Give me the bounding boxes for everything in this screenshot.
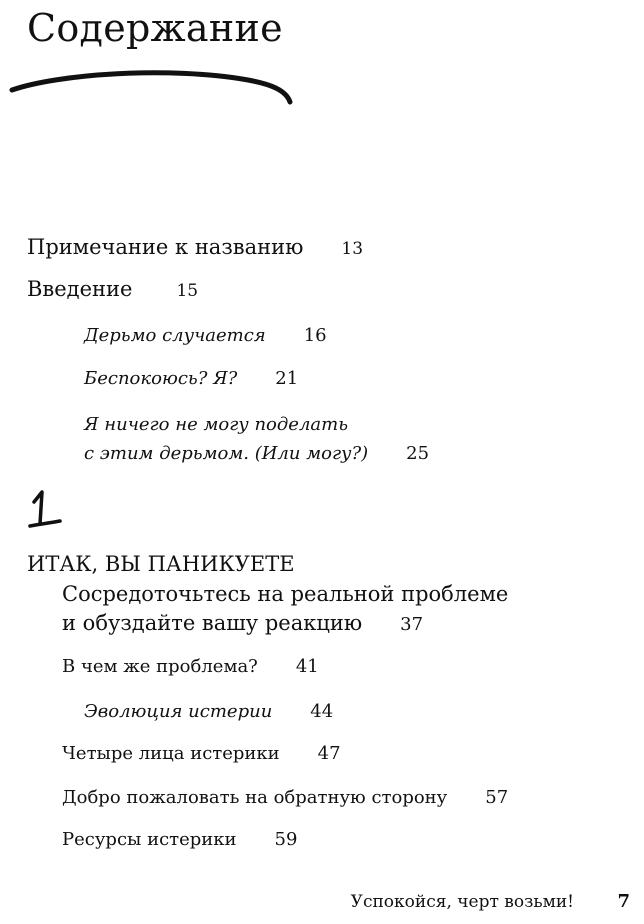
part-number-handwritten (28, 488, 64, 532)
toc-entry-title: Эволюция истерии (84, 701, 273, 722)
page-title: Содержание (27, 6, 283, 50)
toc-entry-page: 25 (406, 443, 430, 464)
toc-entry-title: Введение (27, 277, 133, 301)
hand-drawn-underline (8, 68, 298, 112)
toc-entry[interactable] (84, 410, 429, 468)
toc-entry-title: Добро пожаловать на обратную сторону (62, 787, 448, 808)
toc-entry[interactable] (27, 235, 363, 259)
part-subtitle-line2: и обуздайте вашу реакцию (62, 611, 363, 635)
toc-entry[interactable] (84, 368, 298, 389)
toc-entry-title: Ресурсы истерики (62, 829, 237, 850)
page-number: 7 (617, 891, 630, 912)
toc-entry-page: 15 (176, 281, 199, 301)
toc-entry-page: 13 (341, 239, 364, 259)
toc-entry-title: В чем же проблема? (62, 656, 258, 677)
toc-entry-page: 41 (295, 656, 319, 677)
toc-entry[interactable] (27, 277, 198, 301)
toc-entry-page: 16 (303, 325, 327, 346)
toc-entry-title: Примечание к названию (27, 235, 304, 259)
part-number: 1 (28, 488, 29, 489)
running-title: Успокойся, черт возьми! (350, 892, 574, 912)
toc-entry-title: Четыре лица истерики (62, 743, 280, 764)
toc-entry-title: Беспокоюсь? Я? (84, 368, 238, 389)
toc-entry-title-line2: с этим дерьмом. (Или могу?) (84, 443, 369, 464)
part-heading: ИТАК, ВЫ ПАНИКУЕТЕ (27, 552, 295, 576)
part-subtitle[interactable] (62, 580, 508, 639)
toc-entry-page: 57 (485, 787, 509, 808)
toc-entry[interactable] (62, 656, 319, 677)
toc-entry[interactable] (62, 743, 341, 764)
toc-entry-page: 44 (310, 701, 334, 722)
toc-entry-title: Дерьмо случается (84, 325, 266, 346)
toc-entry-page: 37 (400, 614, 424, 635)
part-subtitle-line1: Сосредоточьтесь на реальной проблеме (62, 582, 509, 606)
toc-entry-page: 21 (275, 368, 299, 389)
toc-entry-page: 47 (317, 743, 341, 764)
toc-entry[interactable] (84, 701, 333, 722)
toc-entry[interactable] (84, 325, 327, 346)
toc-entry-page: 59 (274, 829, 298, 850)
toc-entry[interactable] (62, 787, 508, 808)
toc-entry-title-line1: Я ничего не могу поделать (84, 414, 349, 435)
toc-entry[interactable] (62, 829, 297, 850)
